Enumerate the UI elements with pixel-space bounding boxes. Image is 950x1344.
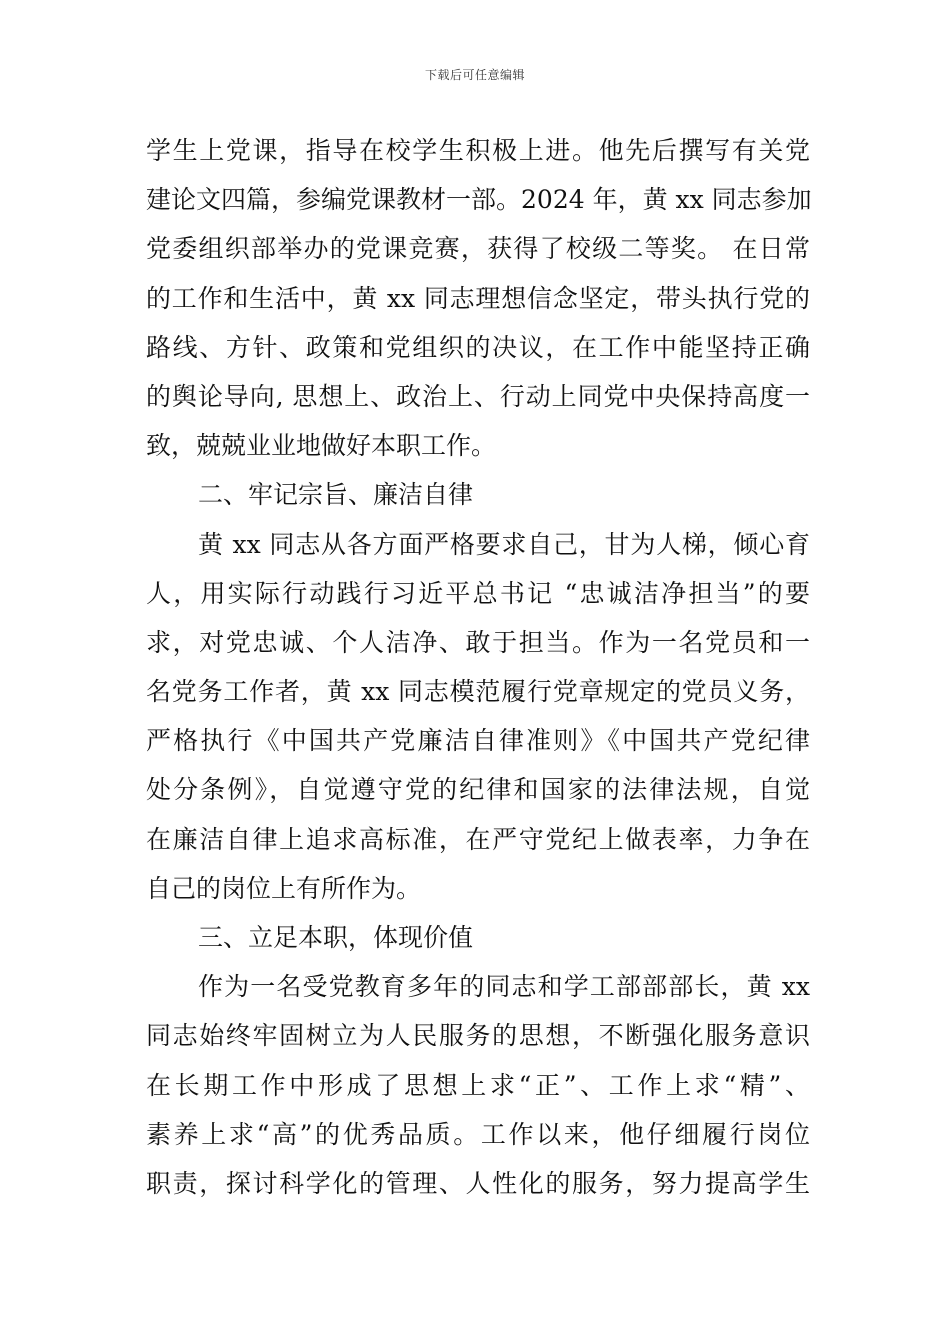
text-line: 路线、方针、政策和党组织的决议，在工作中能坚持正确 [146, 332, 810, 362]
text-line: 职责，探讨科学化的管理、人性化的服务，努力提高学生 [146, 1168, 810, 1198]
text-line: 建论文四篇，参编党课教材一部。2024 年，黄 xx 同志参加 [146, 185, 812, 215]
text-line: 的工作和生活中，黄 xx 同志理想信念坚定，带头执行党的 [146, 283, 810, 313]
text-line: 素养上求“高”的优秀品质。工作以来，他仔细履行岗位 [146, 1119, 810, 1149]
document-body [146, 126, 810, 1208]
section-heading: 三、立足本职，体现价值 [198, 923, 474, 952]
text-line: 同志始终牢固树立为人民服务的思想，不断强化服务意识 [146, 1021, 810, 1051]
text-line: 的舆论导向, 思想上、政治上、行动上同党中央保持高度一 [146, 381, 810, 411]
text-line: 名党务工作者，黄 xx 同志模范履行党章规定的党员义务， [146, 677, 810, 707]
section-heading: 二、牢记宗旨、廉洁自律 [198, 480, 474, 510]
text-line: 自己的岗位上有所作为。 [146, 873, 422, 903]
text-line: 党委组织部举办的党课竞赛，获得了校级二等奖。 在日常 [146, 234, 810, 264]
text-line: 在廉洁自律上追求高标准，在严守党纪上做表率，力争在 [146, 824, 810, 854]
text-line: 处分条例》，自觉遵守党的纪律和国家的法律法规，自觉 [146, 775, 810, 805]
text-line: 求，对党忠诚、个人洁净、敢于担当。作为一名党员和一 [146, 627, 810, 657]
page-header-note: 下载后可任意编辑 [424, 68, 525, 82]
text-line: 学生上党课，指导在校学生积极上进。他先后撰写有关党 [146, 136, 810, 165]
text-line: 人，用实际行动践行习近平总书记 “忠诚洁净担当”的要 [146, 578, 810, 608]
text-line: 致，兢兢业业地做好本职工作。 [146, 431, 497, 461]
text-line: 作为一名受党教育多年的同志和学工部部部长，黄 xx [198, 972, 810, 1002]
text-line: 黄 xx 同志从各方面严格要求自己，甘为人梯，倾心育 [198, 529, 810, 559]
text-line: 在长期工作中形成了思想上求“正”、工作上求“精”、 [146, 1070, 810, 1100]
text-line: 严格执行《中国共产党廉洁自律准则》《中国共产党纪律 [146, 726, 810, 756]
